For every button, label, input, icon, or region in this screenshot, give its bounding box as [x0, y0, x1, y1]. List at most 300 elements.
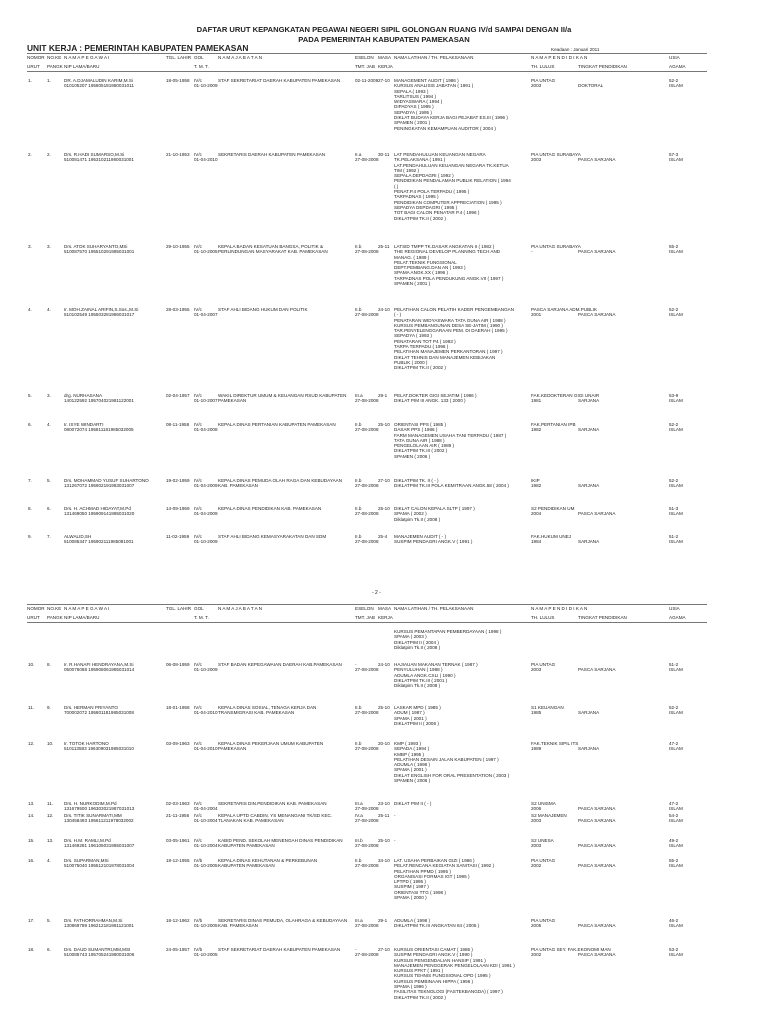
- tgl-lahir-line: 02-03-1963: [166, 801, 190, 806]
- latihan-list-line: MANAGEMENT AUDIT ( 1986 ): [394, 78, 459, 83]
- eselon-tmt: [355, 662, 379, 673]
- usia-agama: [669, 918, 683, 929]
- no-ke-pangkat: [47, 662, 51, 667]
- usia-agama-line: ISLAM: [669, 511, 683, 517]
- nama-jabatan-line: TRANSMIGRASI KAB. PAMEKASAN: [218, 710, 295, 716]
- nama-nip-line: Drs. HERMAN PRIYANTO: [64, 705, 118, 710]
- nama-jabatan: [218, 152, 325, 157]
- latihan-list-line: KURSUS ANALISIS JABATAN ( 1991 ): [394, 83, 474, 89]
- nama-nip-line: Drs. TITIK SUNARMATI,MM: [64, 813, 122, 818]
- latihan-list-line: SPAMA ( 2001 ): [394, 715, 427, 721]
- nama-jabatan-line: KABID PEND. SEKOLAH MENENGAH DINAS PENDIDIKAN: [218, 838, 343, 843]
- latihan-list-line: LPTPD ( 1995 ): [394, 879, 426, 885]
- header-gol: GOL: [194, 606, 204, 611]
- gol-tmt-line: 01-10-2009: [194, 667, 218, 673]
- latihan-list-line: DEPT.PEMBANG.DAN AN ( 1993 ): [394, 265, 466, 271]
- nama-nip: [64, 393, 134, 404]
- pendidikan-line: 2003: [531, 157, 542, 163]
- usia-agama: [669, 478, 683, 489]
- usia-agama-line: ISLAM: [669, 398, 683, 404]
- eselon-tmt-line: II.b: [355, 858, 362, 863]
- latihan-list-line: Diklatpim Tk.II ( 2008 ): [394, 516, 441, 522]
- no-ke-pangkat-line: 8.: [47, 662, 51, 667]
- latihan-list-line: PENDIDIKAN COMPUTER APPRECIATION ( 1995 ): [394, 199, 502, 205]
- nama-nip-line: Drs. FATHORRAHMAN,M.Si: [64, 918, 123, 923]
- nama-jabatan: [218, 393, 346, 404]
- gol-tmt: [194, 838, 218, 849]
- tgl-lahir-line: 19-02-1959: [166, 478, 190, 483]
- gol-tmt: [194, 705, 218, 716]
- header-tingkat: TINGKAT PENDIDIKAN: [578, 615, 627, 620]
- nama-nip: [64, 705, 134, 716]
- pendidikan: [531, 705, 564, 716]
- latihan-list-line: SEPALA ( 1993 ): [394, 88, 429, 94]
- header-nama-latihan: NAMA LATIHAN / TH. PELAKSANAAN: [394, 55, 474, 60]
- masa-kerja-line: 29-1: [378, 393, 388, 398]
- nama-jabatan-line: KEPALA DINAS KEHUTANAN & PERKEBUNAN: [218, 858, 318, 863]
- no-ke-pangkat-line: 6.: [47, 506, 51, 511]
- tingkat-pendidikan: [578, 818, 615, 823]
- page-number: - 2 -: [372, 590, 381, 596]
- header-tmt: T. M. T.: [194, 615, 209, 620]
- latihan-list-line: Diklatpim Tk.II ( 2008 ): [394, 683, 441, 689]
- masa-kerja: [378, 534, 387, 539]
- nama-jabatan: [218, 838, 343, 849]
- usia-agama-line: ISLAM: [669, 539, 683, 545]
- tingkat-pendidikan: [578, 710, 599, 715]
- latihan-list-line: ADUMLA ( 1998 ): [394, 918, 430, 923]
- usia-agama-line: ISLAM: [669, 710, 683, 716]
- nama-nip: [64, 534, 134, 545]
- usia-agama: [669, 152, 683, 163]
- no-ke-pangkat-line: 3.: [47, 393, 51, 398]
- latihan-list-line: PUBLIK ( 2000 ): [394, 359, 428, 365]
- usia-agama-line: ISLAM: [669, 249, 683, 255]
- header-tgl-lahir: TGL. LAHIR: [166, 55, 192, 60]
- pendidikan-line: 2005: [531, 923, 542, 929]
- nama-nip-line: Drs. MOHAMMAD YUSUF SUHARTONO: [64, 478, 149, 483]
- nama-nip-line: Drs. H.M. RAMLI,M.Pd: [64, 838, 111, 843]
- pendidikan-line: -: [531, 249, 533, 255]
- gol-tmt-line: 01-10-2005: [194, 952, 218, 958]
- tgl-lahir: [166, 858, 190, 863]
- usia-agama-line: ISLAM: [669, 427, 683, 433]
- latihan-list-line: DIKLATPIM II ( 2006 ): [394, 720, 439, 726]
- gol-tmt-line: 01-10-2005: [194, 249, 218, 255]
- gol-tmt-line: 01-04-2008: [194, 427, 218, 433]
- nomor-urut-line: 1.: [28, 78, 32, 83]
- nomor-urut-line: 10.: [28, 662, 35, 667]
- tgl-lahir: [166, 244, 190, 249]
- nama-nip-line: 131267072 195902191983031007: [64, 483, 135, 489]
- eselon-tmt-line: II.b: [355, 705, 362, 710]
- header-tmt-jab: TMT. JAB: [355, 64, 375, 69]
- header-usia: USIA: [669, 606, 680, 611]
- masa-kerja-line: 27-10: [378, 478, 390, 483]
- usia-agama: [669, 78, 683, 89]
- nama-nip-line: 510075040 195512101978031004: [64, 863, 135, 869]
- usia-agama-line: 52-2: [669, 478, 679, 483]
- masa-kerja-line: 25-10: [378, 506, 390, 511]
- latihan-list-line: PELATIHAN PPMD ( 1995 ): [394, 868, 451, 874]
- eselon-tmt-line: 27-08-2008: [355, 667, 379, 673]
- nama-jabatan: [218, 858, 317, 869]
- eselon-tmt: [355, 741, 379, 752]
- tgl-lahir: [166, 741, 190, 746]
- tgl-lahir: [166, 947, 190, 952]
- gol-tmt-line: IV/c: [194, 506, 202, 511]
- usia-agama-line: ISLAM: [669, 806, 683, 812]
- latihan-list-line: DIKLAT TEHNIS DAN MANAJEMEN KEBIJAKAN: [394, 354, 496, 360]
- eselon-tmt-line: II.b: [355, 307, 362, 312]
- latihan-list-line: ORIENTASI TTG ( 1998 ): [394, 889, 446, 895]
- no-ke-pangkat: [47, 705, 51, 710]
- tingkat-pendidikan-line: DOKTORAL: [578, 83, 604, 89]
- nama-jabatan: [218, 801, 327, 806]
- nama-nip-line: 050076068 195908061985031014: [64, 667, 135, 673]
- tingkat-pendidikan: [578, 249, 615, 254]
- nama-nip-line: Ir. ISYE WINDARTI: [64, 422, 104, 427]
- header-kerja: KERJA: [378, 64, 393, 69]
- nama-nip: [64, 838, 134, 849]
- latihan-continuation: [394, 629, 501, 650]
- latihan-list-line: FASILITAS TEKNOLOGI (FASTEKBANGDA) ( 1997 ): [394, 989, 503, 995]
- nama-jabatan: [218, 422, 336, 427]
- latihan-list-line: ( ): [394, 183, 399, 189]
- pendidikan: [531, 244, 581, 255]
- masa-kerja: [378, 307, 390, 312]
- latihan-list-line: SPAMA ANGK.XX ( 1996 ): [394, 270, 449, 276]
- nama-nip: [64, 152, 134, 163]
- pendidikan: [531, 478, 541, 489]
- nama-nip: [64, 741, 134, 752]
- latihan-list-line: TK.PELAKSANA ( 1991 ): [394, 157, 446, 163]
- eselon-tmt-line: IV.a: [355, 813, 363, 818]
- latihan-continuation-line: Diklatpim Tk.II ( 2008 ): [394, 644, 441, 650]
- no-ke-pangkat-line: 4.: [47, 422, 51, 427]
- eselon-tmt: [355, 152, 379, 163]
- gol-tmt-line: IV/b: [194, 918, 203, 923]
- usia-agama-line: ISLAM: [669, 952, 683, 958]
- latihan-list: [394, 506, 475, 522]
- usia-agama: [669, 947, 683, 958]
- eselon-tmt: [355, 838, 379, 849]
- masa-kerja-line: 25-11: [378, 244, 390, 249]
- no-ke-pangkat-line: 2.: [47, 152, 51, 157]
- masa-kerja: [378, 506, 390, 511]
- latihan-list-line: ADUMLA ANGK.CXLI ( 1990 ): [394, 672, 456, 678]
- masa-kerja: [378, 813, 389, 818]
- gol-tmt-line: IV/c: [194, 422, 202, 427]
- nomor-urut: [28, 244, 32, 249]
- nama-nip: [64, 307, 138, 318]
- latihan-list-line: ADUM ( 1987 ): [394, 710, 425, 716]
- nomor-urut-line: 13.: [28, 801, 35, 806]
- latihan-list: [394, 244, 503, 286]
- eselon-tmt-line: 27-08-2008: [355, 863, 379, 869]
- latihan-list-line: TARPADNAS ( 1995 ): [394, 194, 439, 200]
- no-ke-pangkat: [47, 858, 51, 863]
- masa-kerja: [378, 801, 390, 806]
- latihan-list-line: TARLITSUS ( 1994 ): [394, 93, 437, 99]
- pendidikan: [531, 918, 555, 929]
- tgl-lahir: [166, 307, 190, 312]
- nama-nip-line: 140122592 195704021981122001: [64, 398, 134, 404]
- nama-nip: [64, 422, 134, 433]
- gol-tmt-line: 01-04-2010: [194, 710, 218, 716]
- pendidikan-line: 2006: [531, 806, 542, 812]
- eselon-tmt-line: 27-08-2008: [355, 923, 379, 929]
- latihan-list-line: TARPA TERPADU ( 1996 ): [394, 344, 449, 350]
- latihan-list-line: LAT.PENDAHULUAN KEUANGAN NEGARA TK.KETUA: [394, 162, 509, 168]
- latihan-list: [394, 947, 515, 1000]
- masa-kerja: [378, 741, 390, 746]
- eselon-tmt: [355, 813, 379, 824]
- masa-kerja-line: 24-10: [378, 307, 390, 312]
- no-ke-pangkat-line: 5.: [47, 478, 51, 483]
- no-ke-pangkat: [47, 78, 51, 83]
- tgl-lahir: [166, 506, 190, 511]
- latihan-list-line: KURSUS PFKT ( 1991 ): [394, 968, 444, 974]
- header-nip: NIP LAMA/BARU: [64, 64, 100, 69]
- pendidikan: [531, 741, 578, 752]
- masa-kerja-line: 20-10: [378, 741, 390, 746]
- tingkat-pendidikan-line: SARJANA: [578, 398, 600, 404]
- keadaan-label: Keadaan : Januari 2011: [551, 47, 600, 52]
- usia-agama: [669, 838, 683, 849]
- nama-jabatan-line: KABUPATEN PAMEKASAN: [218, 843, 275, 849]
- tgl-lahir-line: 11-02-1959: [166, 534, 190, 539]
- gol-tmt: [194, 741, 218, 752]
- pendidikan-line: FAK.KEDOKTERAN GIGI UNAIR: [531, 393, 600, 398]
- masa-kerja-line: 25-4: [378, 534, 388, 539]
- no-ke-pangkat: [47, 534, 51, 539]
- latihan-list-line: DIKLATPIM TK.III POLA KEMITRAAN ANGK.58 ( 2004 ): [394, 483, 509, 489]
- latihan-list-line: PENATARAN WIDYASWARA TATA GUNA AIR ( 1988 ): [394, 317, 506, 323]
- nama-nip-line: Drs. R.HADI SUMARSO,M.Si: [64, 152, 125, 157]
- nama-jabatan-line: KEPALA UPTD CABDIN. YS MENANGANI TK/SD KEC.: [218, 813, 333, 818]
- header-nomor: NOMOR: [27, 55, 45, 60]
- gol-tmt-line: 01-10-2009: [194, 83, 218, 89]
- pendidikan: [531, 801, 556, 812]
- nomor-urut-line: 9.: [28, 534, 32, 539]
- latihan-list-line: PENYULUHAN ( 1988 ): [394, 667, 443, 673]
- eselon-tmt-line: II.b: [355, 244, 362, 249]
- latihan-list-line: SPAMEN ( 2001 ): [394, 281, 431, 287]
- latihan-continuation-line: DIKLATPIM II ( 2004 ): [394, 639, 439, 645]
- no-ke-pangkat: [47, 918, 51, 923]
- pendidikan-line: 2002: [531, 952, 542, 958]
- usia-agama-line: 54-2: [669, 813, 679, 818]
- latihan-list-line: PENATARAN TOT P4 ( 1993 ): [394, 338, 456, 344]
- usia-agama-line: ISLAM: [669, 863, 683, 869]
- latihan-list-line: ( - ): [394, 312, 402, 318]
- tgl-lahir-line: 18-05-1958: [166, 78, 190, 83]
- tingkat-pendidikan-line: SARJANA: [578, 427, 600, 433]
- latihan-continuation-line: KURSUS PEMANTAPAN PEMBERDAYAAN ( 1998 ): [394, 629, 502, 634]
- masa-kerja: [378, 152, 389, 157]
- usia-agama-line: 51-3: [669, 506, 679, 511]
- pendidikan-line: S2 UNESA: [531, 838, 554, 843]
- gol-tmt: [194, 947, 218, 958]
- gol-tmt-line: IV/c: [194, 801, 202, 806]
- latihan-list-line: SEPADYA DEPDAGRI ( 1995 ): [394, 204, 458, 210]
- pendidikan-line: 1989: [531, 746, 542, 752]
- latihan-list-line: PELAT.TEKNIK FUNGSIONAL: [394, 259, 457, 265]
- nomor-urut: [28, 741, 34, 746]
- usia-agama-line: ISLAM: [669, 312, 683, 318]
- tgl-lahir-line: 29-10-1955: [166, 244, 190, 249]
- gol-tmt: [194, 858, 218, 869]
- no-ke-pangkat-line: 1.: [47, 78, 51, 83]
- no-ke-pangkat: [47, 393, 51, 398]
- tingkat-pendidikan: [578, 427, 599, 432]
- nama-nip-line: Ir. TOTOK HARTONO: [64, 741, 109, 746]
- nomor-urut: [28, 705, 34, 710]
- tgl-lahir-line: 21-10-1953: [166, 152, 190, 157]
- tgl-lahir: [166, 662, 190, 667]
- pendidikan-line: 2003: [531, 667, 542, 673]
- tgl-lahir-line: 28-03-1955: [166, 307, 190, 312]
- pendidikan: [531, 813, 567, 824]
- tingkat-pendidikan: [578, 483, 599, 488]
- eselon-tmt-line: 02-11-2009: [355, 78, 379, 83]
- eselon-tmt-line: III.a: [355, 918, 363, 923]
- eselon-tmt-line: 27-08-2008: [355, 511, 379, 517]
- nama-jabatan: [218, 506, 321, 511]
- gol-tmt-line: IV/b: [194, 858, 203, 863]
- nama-jabatan: [218, 741, 323, 752]
- usia-agama-line: 57-3: [669, 152, 679, 157]
- nomor-urut: [28, 506, 32, 511]
- latihan-continuation-line: SPAMA ( 2003 ): [394, 634, 427, 640]
- nama-jabatan-line: KEPALA DINAS PENDIDIKAN KAB. PAMEKASAN: [218, 506, 322, 511]
- nama-nip-line: Drs. H. NURKODIM,M.Pd: [64, 801, 117, 806]
- nama-jabatan-line: STAF AHLI BIDANG KEMASYARAKATAN DAN SDM: [218, 534, 327, 539]
- tgl-lahir: [166, 78, 190, 83]
- latihan-list-line: FARM MANAGEMEN USAHA TANI TERPADU ( 1987 ): [394, 432, 507, 438]
- latihan-list-line: DIKLATPIM TK.III ( 2001 ): [394, 677, 448, 683]
- latihan-list-line: SEPADYA ( 1993 ): [394, 333, 432, 339]
- tingkat-pendidikan: [578, 746, 599, 751]
- tgl-lahir: [166, 838, 190, 843]
- nama-nip-line: Ir. R.HANAFI HENDRAYANA,M.Si: [64, 662, 134, 667]
- gol-tmt-line: IV/c: [194, 741, 202, 746]
- latihan-list-line: KURSUS PEMBINAAN HIPPA ( 1996 ): [394, 978, 474, 984]
- nomor-urut: [28, 393, 32, 398]
- nama-nip: [64, 78, 134, 89]
- nama-jabatan: [218, 244, 328, 255]
- latihan-list: [394, 813, 396, 818]
- header-masa: MASA: [378, 606, 392, 611]
- gol-tmt: [194, 244, 218, 255]
- latihan-list-line: HAJIAUAN MAKANAN TERNAK ( 1987 ): [394, 662, 478, 667]
- nomor-urut: [28, 478, 32, 483]
- gol-tmt: [194, 918, 218, 929]
- latihan-list-line: ADUMLA ( 1998 ): [394, 762, 430, 768]
- tingkat-pendidikan: [578, 806, 615, 811]
- tingkat-pendidikan-line: SARJANA: [578, 483, 600, 489]
- latihan-list-line: DIKLAT ENGLISH FOR ORAL PRESENTATION ( 2003 ): [394, 772, 510, 778]
- pendidikan-line: PIA UNTAG SEY. FAK.EKONOMI MAN: [531, 947, 611, 952]
- latihan-list-line: LAT. USAHA PERBAIKAN GIZI ( 1986 ): [394, 858, 475, 863]
- tingkat-pendidikan-line: PASCA SARJANA: [578, 818, 616, 824]
- pendidikan-line: FAK.PERTANIAN IPB: [531, 422, 576, 427]
- nomor-urut-line: 7.: [28, 478, 32, 483]
- masa-kerja: [378, 244, 389, 249]
- nama-nip: [64, 506, 134, 517]
- gol-tmt-line: 01-04-2007: [194, 312, 218, 318]
- latihan-list-line: DIKLAT PIM III ANGK. 133 ( 2000 ): [394, 398, 466, 404]
- nomor-urut: [28, 813, 34, 818]
- latihan-list-line: TIM ( 1992 ): [394, 167, 420, 173]
- pendidikan-line: PIA UNTAG SURABAYA: [531, 152, 581, 157]
- eselon-tmt-line: 27-08-2008: [355, 312, 379, 318]
- no-ke-pangkat-line: 3.: [47, 244, 51, 249]
- nama-jabatan-line: STAF SEKRETARIAT DAERAH KABUPATEN PAMEKASAN: [218, 78, 341, 83]
- header-pangk: PANGK: [47, 64, 63, 69]
- gol-tmt-line: IV/c: [194, 662, 202, 667]
- latihan-list-line: TAR.PENYELENGGARAAN PEM. DI DAERAH ( 1995 ): [394, 328, 508, 334]
- tingkat-pendidikan-line: PASCA SARJANA: [578, 952, 616, 958]
- gol-tmt-line: 01-10-2005: [194, 863, 218, 869]
- header-tingkat: TINGKAT PENDIDIKAN: [578, 64, 627, 69]
- header-nama-pendidikan: N A M A P E N D I D I K A N: [531, 55, 588, 60]
- latihan-list: [394, 662, 478, 688]
- tingkat-pendidikan-line: PASCA SARJANA: [578, 157, 616, 163]
- eselon-tmt-line: 27-08-2008: [355, 952, 379, 958]
- nomor-urut-line: 17.: [28, 918, 35, 923]
- latihan-list-line: SEPADA ( 1994 ): [394, 746, 430, 752]
- tingkat-pendidikan: [578, 843, 615, 848]
- latihan-list-line: PENDIDIKAN PENDALAMAN PUBLIK RELATION ( 1994: [394, 178, 511, 184]
- header-usia: USIA: [669, 55, 680, 60]
- latihan-list-line: SPAMEN ( 2006 ): [394, 778, 431, 784]
- eselon-tmt-line: 27-08-2008: [355, 398, 379, 404]
- nama-jabatan-line: KABUPATEN PAMEKASAN: [218, 863, 275, 869]
- no-ke-pangkat-line: 11.: [47, 801, 54, 806]
- pendidikan-line: PIA UNTAG: [531, 662, 556, 667]
- gol-tmt-line: 01-10-2005: [194, 923, 218, 929]
- usia-agama-line: ISLAM: [669, 157, 683, 163]
- nama-nip-line: 510085347 195902111985081001: [64, 539, 134, 545]
- pendidikan-line: 1984: [531, 539, 542, 545]
- latihan-list-line: PENGELOLAAN AIR ( 1989 ): [394, 443, 454, 449]
- pendidikan-line: FAK.HUKUM UNEJ: [531, 534, 572, 539]
- gol-tmt-line: 01-04-2010: [194, 746, 218, 752]
- nama-jabatan: [218, 662, 342, 667]
- masa-kerja-line: 29-1: [378, 918, 388, 923]
- usia-agama: [669, 393, 683, 404]
- gol-tmt-line: IV/c: [194, 838, 202, 843]
- gol-tmt-line: IV/c: [194, 152, 202, 157]
- unit-kerja-label: UNIT KERJA : PEMERINTAH KABUPATEN PAMEKASAN: [27, 43, 249, 53]
- eselon-tmt-line: 27-08-2008: [355, 483, 379, 489]
- pendidikan-line: 2003: [531, 843, 542, 849]
- no-ke-pangkat-line: 4.: [47, 307, 51, 312]
- header-masa: MASA: [378, 55, 392, 60]
- header-nama-pegawai: N A M A P E G A W A I: [64, 55, 110, 60]
- eselon-tmt-line: -: [355, 947, 357, 952]
- usia-agama-line: 52-2: [669, 705, 679, 710]
- gol-tmt-line: IV/c: [194, 478, 202, 483]
- gol-tmt-line: 01-04-2009: [194, 511, 218, 517]
- tingkat-pendidikan-line: SARJANA: [578, 710, 600, 716]
- nama-jabatan: [218, 918, 347, 929]
- nama-nip: [64, 478, 149, 489]
- nomor-urut-line: 3.: [28, 244, 32, 249]
- latihan-list-line: PENINGKATAN KEMAMPUAN AUDITOR ( 2004 ): [394, 125, 496, 131]
